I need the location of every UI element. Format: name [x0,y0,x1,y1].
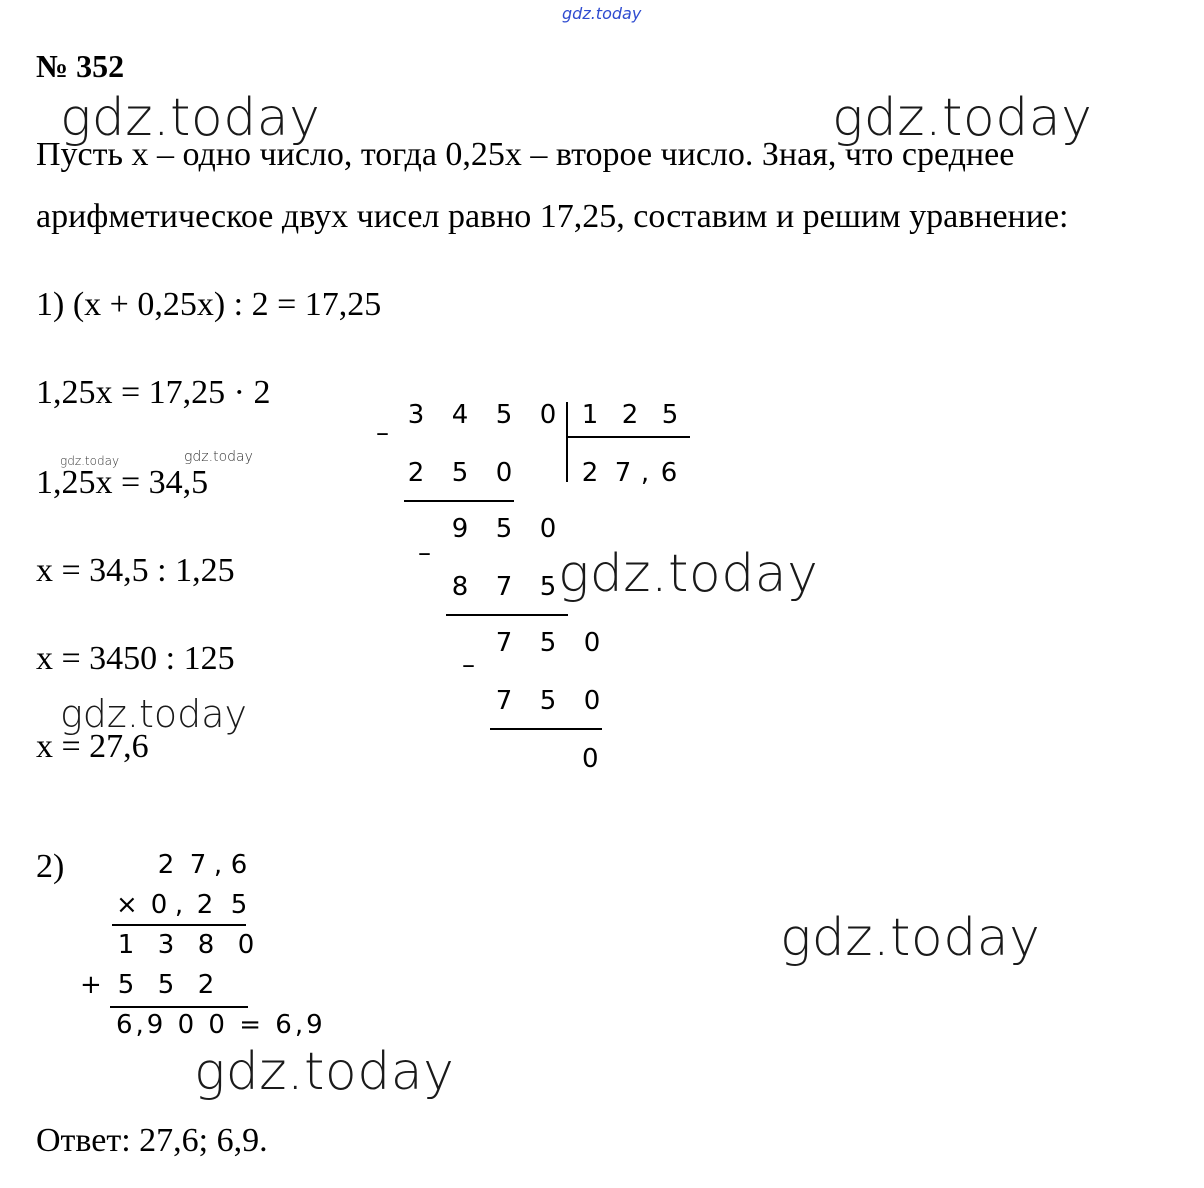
digit: 5 [157,970,175,1000]
subtrahend-2 [438,574,570,600]
plus-sign: + [80,970,102,1000]
digit: 8 [197,930,215,960]
watermark: gdz.today [60,692,247,736]
text-line-1: Пусть x – одно число, тогда 0,25x – второе число. Зная, что среднее [36,136,1015,173]
multiplier [146,892,254,918]
digit: 5 [230,890,248,920]
digit: 0 [237,930,255,960]
digit: 2 [407,458,425,488]
digit: 0 [583,628,601,658]
digit: 5 [117,970,135,1000]
answer: Ответ: 27,6; 6,9. [36,1122,268,1159]
watermark: gdz.today [60,454,120,468]
product-result: 6,9 0 0 = 6,9 [116,1010,326,1040]
digit: 7 [495,572,513,602]
digit: 2 [581,458,599,488]
digit: 5 [539,686,557,716]
final-remainder: 0 [582,744,599,774]
underline [404,500,514,502]
text-line-2: арифметическое двух чисел равно 17,25, составим и решим уравнение: [36,198,1069,235]
digit: 3 [407,400,425,430]
underline [446,614,568,616]
digit: , [640,458,650,488]
digit: 3 [157,930,175,960]
watermark-top: gdz.today [562,4,642,23]
digit: 1 [117,930,135,960]
digit: 5 [495,514,513,544]
partial-product-2 [106,972,226,998]
digit: 0 [495,458,513,488]
equation-5: x = 3450 : 125 [36,640,235,677]
digit: 4 [451,400,469,430]
subtrahend-3 [482,688,614,714]
digit: 7 [495,686,513,716]
digit: , [213,850,223,880]
underline [112,924,246,926]
times-sign: × [116,890,138,920]
remainder-1 [438,516,570,542]
equation-4: x = 34,5 : 1,25 [36,552,235,589]
multiplicand [146,852,252,878]
digit: 0 [583,686,601,716]
division-bar-vertical [566,402,568,482]
digit: 5 [451,458,469,488]
equation-6: x = 27,6 [36,728,149,765]
equation-3: 1,25x = 34,5 [36,464,209,501]
watermark: gdz.today [194,1042,455,1102]
quotient [570,460,684,486]
digit: , [174,890,184,920]
underline [490,728,602,730]
minus-sign: – [462,650,475,680]
watermark: gdz.today [832,88,1093,148]
minus-sign: – [418,538,431,568]
divisor [570,402,690,428]
step-2-label: 2) [36,848,65,885]
digit: 2 [196,890,214,920]
digit: 5 [661,400,679,430]
digit: 6 [660,458,678,488]
digit: 9 [451,514,469,544]
watermark: gdz.today [184,449,253,465]
minus-sign: – [376,418,389,448]
equation-1: 1) (x + 0,25x) : 2 = 17,25 [36,286,382,323]
digit: 0 [150,890,168,920]
partial-product-1 [106,932,266,958]
watermark: gdz.today [558,544,819,604]
equation-2: 1,25x = 17,25 · 2 [36,374,271,411]
digit: 0 [539,400,557,430]
dividend [394,402,570,428]
digit: 2 [197,970,215,1000]
digit: 6 [230,850,248,880]
digit: 1 [581,400,599,430]
problem-number: № 352 [36,48,125,84]
remainder-2 [482,630,614,656]
subtrahend-1 [394,460,526,486]
digit: 5 [539,628,557,658]
digit: 7 [614,458,632,488]
watermark: gdz.today [60,88,321,148]
digit: 5 [539,572,557,602]
digit: 8 [451,572,469,602]
digit: 7 [189,850,207,880]
digit: 2 [157,850,175,880]
underline [110,1006,248,1008]
division-bar-horizontal [566,436,690,438]
digit: 2 [621,400,639,430]
digit: 7 [495,628,513,658]
digit: 0 [539,514,557,544]
digit: 5 [495,400,513,430]
watermark: gdz.today [780,908,1041,968]
